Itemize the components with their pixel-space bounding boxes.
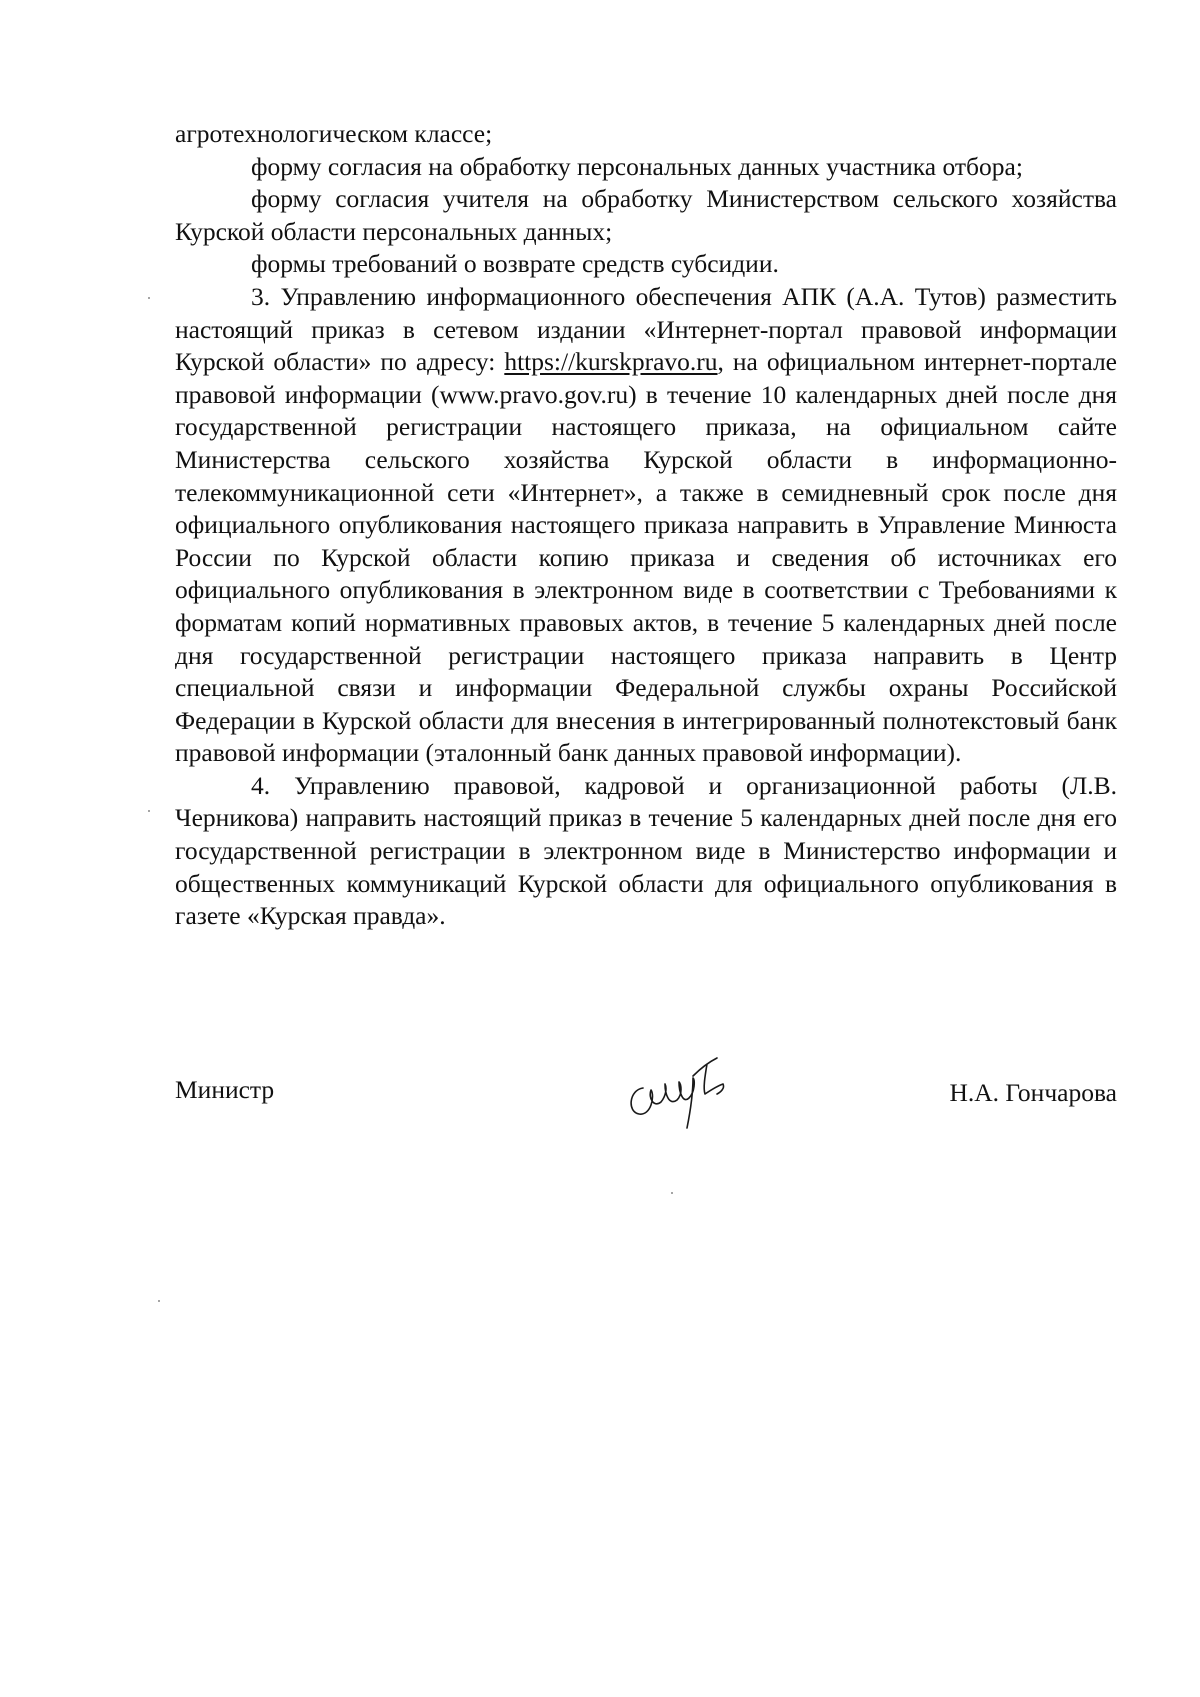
handwritten-signature-icon xyxy=(621,1050,761,1130)
paragraph-p5 xyxy=(175,281,1117,770)
paragraph-text: 4. Управлению правовой, кадровой и организационной работы (Л.В. Черникова) направить настоящий приказ в течение 5 календарных дней после дня его государственной регистрации в электронном виде в Министерство информации и общественных коммуникаций Курской области для официального опубликования в газете «Курская правда». xyxy=(175,770,1117,931)
paragraph-text: 3. Управлению информационного обеспечения АПК (А.А. Тутов) разместить настоящий приказ в сетевом издании «Интернет-портал правовой информации Курской области» по адресу: xyxy=(175,281,1117,377)
scan-speck xyxy=(671,1192,673,1194)
paragraph-text: форму согласия на обработку персональных данных участника отбора; xyxy=(251,151,1023,181)
scan-speck xyxy=(148,810,150,812)
paragraph-p6 xyxy=(175,770,1117,933)
paragraph-text: формы требований о возврате средств субсидии. xyxy=(251,249,779,279)
paragraph-text: агротехнологическом классе; xyxy=(175,119,493,148)
paragraph-p4 xyxy=(175,248,1117,281)
portal-link[interactable]: https://kurskpravo.ru xyxy=(504,347,718,377)
signatory-title: Министр xyxy=(175,1075,275,1104)
scan-speck xyxy=(158,1300,160,1302)
paragraph-p3 xyxy=(175,183,1117,248)
paragraph-p1 xyxy=(175,118,1117,151)
paragraph-p2 xyxy=(175,151,1117,184)
paragraph-text: , на официальном интернет-портале правовой информации (www.pravo.gov.ru) в течение 10 календарных дней после дня государственной регистрации настоящего приказа, на официальном сайте Министерства сельского хозяйства Курской области в информационно-телекоммуникационной сети «Интернет», а также в семидневный срок после дня официального опубликования настоящего приказа направить в Управление Минюста России по Курской области копию приказа и сведения об источниках его официального опубликования в электронном виде в соответствии с Требованиями к форматам копий нормативных правовых актов, в течение 5 календарных дней после дня государственной регистрации настоящего приказа направить в Центр специальной связи и информации Федеральной службы охраны Российской Федерации в Курской области для внесения в интегрированный полнотекстовый банк правовой информации (эталонный банк данных правовой информации). xyxy=(175,347,1118,768)
signature-block xyxy=(175,1050,1117,1140)
scan-speck xyxy=(148,297,150,299)
paragraph-text: форму согласия учителя на обработку Министерством сельского хозяйства Курской области персональных данных; xyxy=(175,184,1117,246)
signatory-name: Н.А. Гончарова xyxy=(949,1078,1117,1107)
document-body xyxy=(175,118,1117,933)
